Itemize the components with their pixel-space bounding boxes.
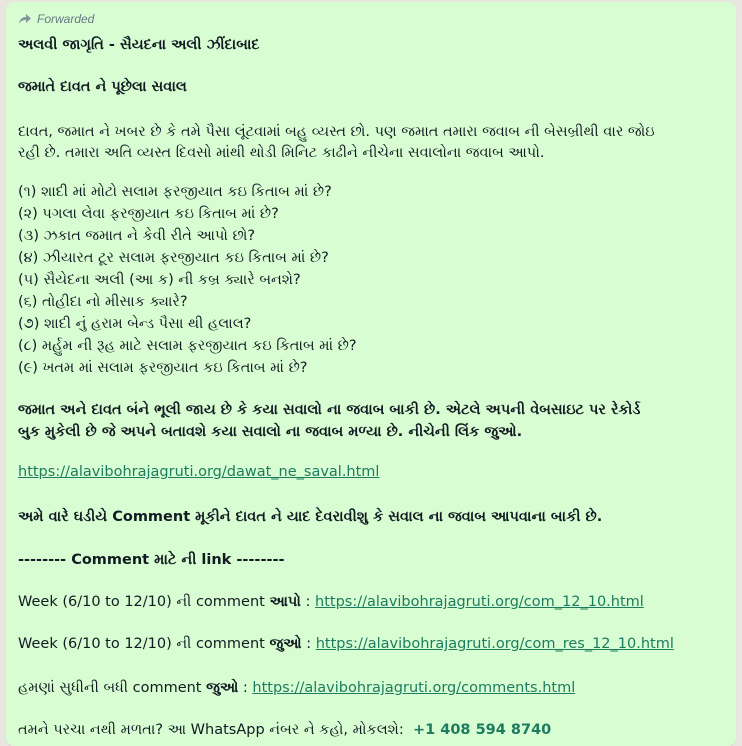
contact-text: તમને પરચા નથી મળતા? આ WhatsApp નંબર ને કહો, મોકલશે:	[18, 722, 404, 738]
all-comments-link[interactable]: https://alavibohrajagruti.org/comments.html	[252, 680, 576, 696]
notice-line-2: બુક મુકેલી છે જે અપને બતાવશે કયા સવાલો ના જવાબ મળ્યા છે. નીચેની લિંક જુઓ.	[18, 424, 523, 440]
all-comments-sep: :	[238, 680, 253, 696]
question-item: (૩) ઝકાત જમાત ને કેવી રીતે આપો છો?	[18, 228, 256, 244]
phone-number-link[interactable]: +1 408 594 8740	[412, 722, 552, 738]
week-give-comment-row	[18, 592, 644, 613]
intro-line-2: રહી છે. તમારા અતિ વ્યસ્ત દિવસો માંથી થોડી મિનિટ કાઢીને નીચેના સવાલોના જવાબ આપો.	[18, 145, 545, 161]
forward-arrow-icon	[18, 13, 32, 25]
week-give-prefix: Week (6/10 to 12/10) ની comment	[18, 594, 270, 610]
week-give-sep: :	[300, 594, 316, 610]
question-item: (૧) શાદી માં મોટો સલામ ફરજીયાત કઇ કિતાબ માં છે?	[18, 184, 332, 200]
contact-row	[18, 720, 551, 741]
forwarded-label: Forwarded	[37, 12, 95, 26]
question-item: (૬) તોહીદા નો મીસાક ક્યારે?	[18, 294, 188, 310]
forwarded-indicator	[18, 12, 94, 26]
reminder-text: અમે વારે ઘડીયે Comment મૂકીને દાવત ને યાદ દેવરાવીશુ કે સવાલ ના જવાબ આપવાના બાકી છે.	[18, 509, 603, 525]
week-see-bold: જુઓ	[269, 636, 302, 652]
week-see-link[interactable]: https://alavibohrajagruti.org/com_res_12_10.html	[315, 636, 674, 652]
message-bubble[interactable]	[6, 2, 736, 746]
week-see-sep: :	[301, 636, 316, 652]
all-comments-prefix: હમણાં સુધીની બધી comment	[18, 680, 207, 696]
question-item: (૪) ઝીયારત ટૂર સલામ ફરજીયાત કઇ કિતાબ માં છે?	[18, 250, 329, 266]
week-see-prefix: Week (6/10 to 12/10) ની comment	[18, 636, 270, 652]
saval-link[interactable]: https://alavibohrajagruti.org/dawat_ne_saval.html	[18, 464, 380, 480]
week-see-comment-row	[18, 634, 674, 655]
message-title: અલવી જાગૃતિ - સૈયદના અલી ઝીંદાબાદ	[18, 37, 260, 53]
intro-line-1: દાવત, જમાત ને ખબર છે કે તમે પૈસા લૂંટવામાં બહુ વ્યસ્ત છો. પણ જમાત તમારા જવાબ ની બેસબ્રીથી વાર જોઇ	[18, 124, 655, 140]
question-item: (૨) પગલા લેવા ફરજીયાત કઇ કિતાબ માં છે?	[18, 206, 279, 222]
question-item: (૮) મર્હુમ ની રૂહ માટે સલામ ફરજીયાત કઇ કિતાબ માં છે?	[18, 338, 357, 354]
all-comments-bold: જુઓ	[206, 680, 239, 696]
all-comments-row	[18, 678, 575, 699]
question-item: (૯) ખતમ માં સલામ ફરજીયાત કઇ કિતાબ માં છે?	[18, 360, 308, 376]
week-give-bold: આપો	[269, 594, 301, 610]
notice-line-1: જમાત અને દાવત બંને ભૂલી જાય છે કે કયા સવાલો ના જવાબ બાકી છે. એટલે અપની વેબસાઇટ પર રેકોર્ડ	[18, 402, 641, 418]
comment-section-header: -------- Comment માટે ની link --------	[18, 552, 285, 568]
week-give-link[interactable]: https://alavibohrajagruti.org/com_12_10.html	[315, 594, 644, 610]
question-item: (૫) સૈયેદના અલી (આ ક) ની કબ્ર ક્યારે બનશે?	[18, 272, 301, 288]
question-item: (૭) શાદી નું હરામ બેન્ડ પૈસા થી હલાલ?	[18, 316, 252, 332]
message-heading: જમાતે દાવત ને પૂછેલા સવાલ	[18, 79, 187, 95]
